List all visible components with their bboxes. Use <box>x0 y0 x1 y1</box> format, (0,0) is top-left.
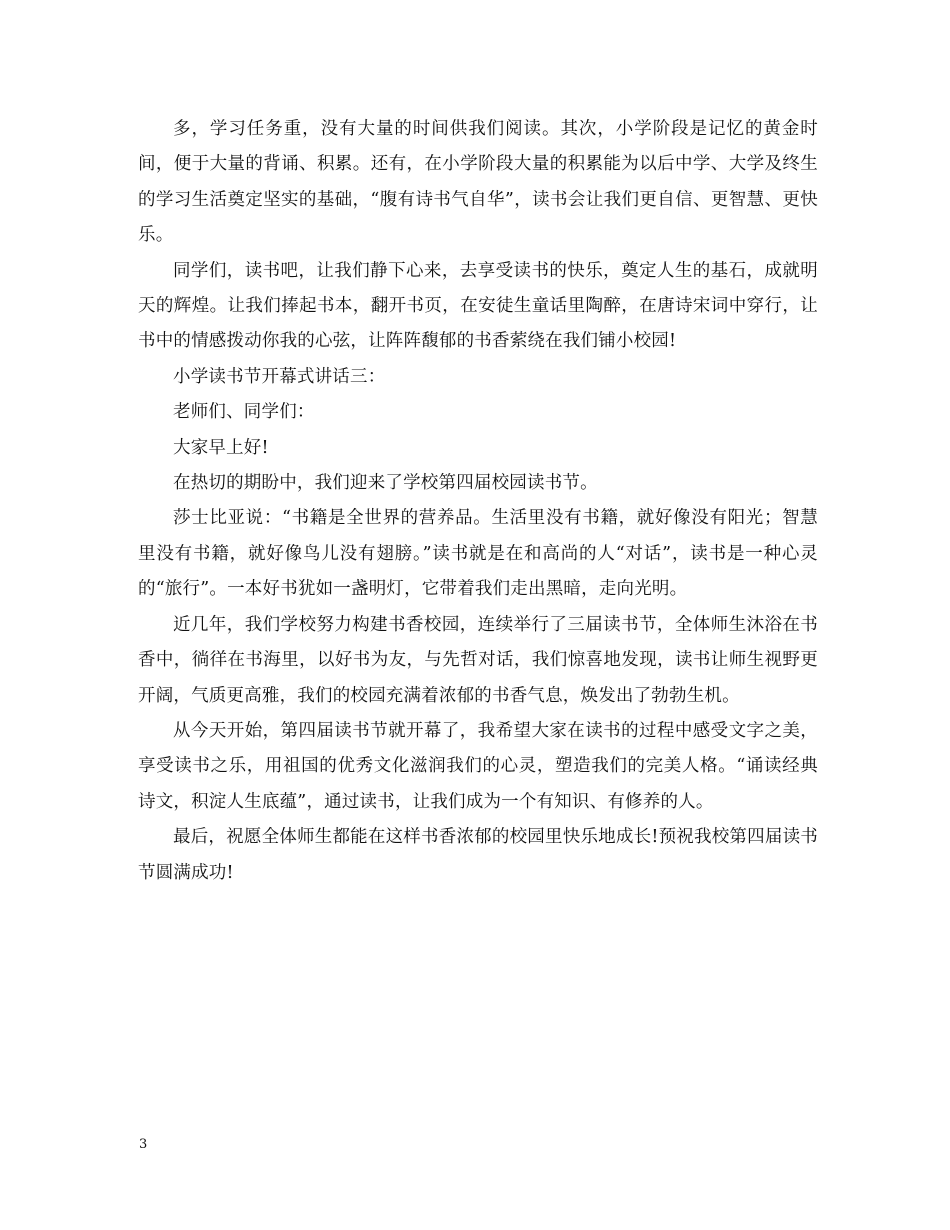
paragraph: 莎士比亚说：“书籍是全世界的营养品。生活里没有书籍，就好像没有阳光；智慧里没有书籍，就好像鸟儿没有翅膀。”读书就是在和高尚的人“对话”，读书是一种心灵的“旅行”。一本好书犹如一盏明灯，它带着我们走出黑暗，走向光明。 <box>138 508 818 600</box>
page-number: 3 <box>139 1137 148 1152</box>
document-body <box>138 112 818 891</box>
salutation: 老师们、同学们： <box>173 402 315 423</box>
paragraph: 多，学习任务重，没有大量的时间供我们阅读。其次，小学阶段是记忆的黄金时间，便于大量的背诵、积累。还有，在小学阶段大量的积累能为以后中学、大学及终生的学习生活奠定坚实的基础，“腹有诗书气自华”，读书会让我们更自信、更智慧、更快乐。 <box>138 119 818 246</box>
section-heading: 小学读书节开幕式讲话三： <box>173 366 386 387</box>
paragraph: 从今天开始，第四届读书节就开幕了，我希望大家在读书的过程中感受文字之美，享受读书之乐，用祖国的优秀文化滋润我们的心灵，塑造我们的完美人格。“诵读经典诗文，积淀人生底蕴”，通过读书，让我们成为一个有知识、有修养的人。 <box>138 720 818 812</box>
closing-paragraph: 最后，祝愿全体师生都能在这样书香浓郁的校园里快乐地成长!预祝我校第四届读书节圆满成功! <box>138 827 818 883</box>
paragraph: 近几年，我们学校努力构建书香校园，连续举行了三届读书节，全体师生沐浴在书香中，徜徉在书海里，以好书为友，与先哲对话，我们惊喜地发现，读书让师生视野更开阔，气质更高雅，我们的校园充满着浓郁的书香气息，焕发出了勃勃生机。 <box>138 614 818 706</box>
greeting: 大家早上好! <box>173 437 269 458</box>
paragraph: 同学们，读书吧，让我们静下心来，去享受读书的快乐，奠定人生的基石，成就明天的辉煌。让我们捧起书本，翻开书页，在安徒生童话里陶醉，在唐诗宋词中穿行，让书中的情感拨动你我的心弦，让阵阵馥郁的书香萦绕在我们铺小校园! <box>138 260 818 352</box>
paragraph: 在热切的期盼中，我们迎来了学校第四届校园读书节。 <box>173 473 598 494</box>
